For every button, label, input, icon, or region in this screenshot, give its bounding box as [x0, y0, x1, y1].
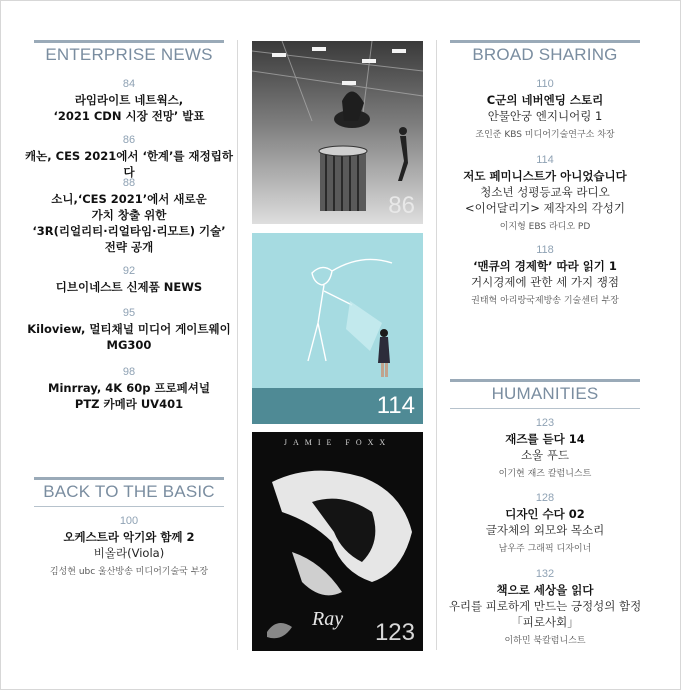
enterprise-news-heading [34, 40, 224, 68]
entry-title: ‘맨큐의 경제학’ 따라 읽기 1 [473, 259, 617, 273]
entry-title: MG300 [106, 338, 152, 352]
page-number: 95 [122, 307, 136, 319]
entry-title: 책으로 세상을 읽다 [496, 583, 594, 597]
heading-text: HUMANITIES [491, 384, 599, 403]
heading-rule [450, 40, 640, 43]
page-number: 118 [536, 244, 554, 256]
toc-entry[interactable] [24, 265, 234, 295]
heading-rule [34, 477, 224, 480]
page-number: 92 [122, 265, 136, 277]
page-number: 88 [122, 177, 136, 189]
heading-rule-bottom [450, 408, 640, 409]
page-number: 132 [535, 568, 555, 580]
entry-title: 저도 페미니스트가 아니었습니다 [463, 169, 627, 183]
toc-entry[interactable] [440, 78, 650, 140]
poster-caption: JAMIE FOXX [283, 438, 392, 447]
entry-title: Minrray, 4K 60p 프로페셔널 [48, 381, 210, 395]
heading-rule-bottom [34, 506, 224, 507]
entry-author: 김성현 ubc 울산방송 미디어기술국 부장 [49, 567, 209, 577]
page-number: 84 [122, 78, 136, 90]
entry-subtitle: 글자체의 외모와 목소리 [485, 523, 605, 537]
page-number: 128 [535, 492, 555, 504]
entry-title: C군의 네버엔딩 스토리 [486, 93, 604, 107]
toc-entry[interactable] [440, 568, 650, 646]
entry-title: 전략 공개 [104, 240, 154, 254]
page-number: 98 [122, 366, 136, 378]
back-to-basic-heading [34, 477, 224, 507]
entry-author: 권태혁 아리랑국제방송 기술센터 부장 [471, 296, 619, 306]
heading-text: ENTERPRISE NEWS [45, 45, 213, 64]
entry-title: ‘3R(리얼리티·리얼타임·리모트) 기술’ [32, 224, 226, 238]
page-number-overlay: 86 [388, 192, 415, 219]
column-divider-right [436, 40, 437, 650]
entry-title: 디자인 수다 02 [505, 507, 585, 521]
page-number: 110 [536, 78, 554, 90]
entry-author: 이지형 EBS 라디오 PD [499, 222, 591, 232]
photo-ray-poster [252, 432, 423, 651]
page-number-overlay: 123 [374, 619, 415, 646]
entry-author: 남우주 그래픽 디자이너 [498, 544, 592, 554]
toc-entry[interactable] [24, 366, 234, 412]
entry-title: 소니,‘CES 2021’에서 새로운 [51, 192, 207, 206]
entry-title: 디브이네스트 신제품 NEWS [55, 280, 203, 294]
page-number-overlay: 114 [376, 392, 415, 419]
toc-entry[interactable] [440, 492, 650, 554]
entry-title: 오케스트라 악기와 함께 2 [63, 530, 195, 544]
toc-entry[interactable] [24, 307, 234, 353]
toc-entry[interactable] [440, 244, 650, 306]
photo-skateboard [252, 41, 423, 224]
entry-title: 재즈를 듣다 14 [505, 432, 585, 446]
entry-title: ‘2021 CDN 시장 전망’ 발표 [53, 109, 205, 123]
entry-author: 조인준 KBS 미디어기술연구소 차장 [475, 130, 615, 140]
entry-author: 이기현 재즈 칼럼니스트 [498, 469, 592, 479]
page-number: 114 [536, 154, 554, 166]
page-number: 86 [122, 134, 136, 146]
entry-title: Kiloview, 멀티채널 미디어 게이트웨이 [27, 322, 231, 336]
entry-title: 캐논, CES 2021에서 ‘한계’를 재정립하다 [25, 149, 233, 179]
page-number: 100 [119, 515, 139, 527]
heading-rule [450, 379, 640, 382]
heading-text: BACK TO THE BASIC [43, 482, 215, 501]
toc-entry[interactable] [34, 78, 224, 124]
toc-entry[interactable] [440, 154, 650, 232]
entry-subtitle: 안물안궁 엔지니어링 1 [487, 109, 603, 123]
entry-subtitle: 우리를 피로하게 만드는 긍정성의 함정 [448, 599, 642, 613]
column-divider-left [237, 40, 238, 650]
photo-feminist-illustration [252, 233, 423, 424]
entry-subtitle: 청소년 성평등교육 라디오 [480, 185, 610, 199]
entry-subtitle: 비올라(Viola) [93, 546, 165, 560]
toc-entry[interactable] [440, 417, 650, 479]
entry-title: PTZ 카메라 UV401 [74, 397, 184, 411]
entry-author: 이하민 북칼럼니스트 [504, 636, 586, 646]
entry-subtitle: 거시경제에 관한 세 가지 쟁점 [471, 275, 619, 289]
toc-entry[interactable] [24, 515, 234, 577]
entry-subtitle: 소울 푸드 [520, 448, 570, 462]
humanities-heading [450, 379, 640, 409]
entry-subtitle: 「피로사회」 [511, 615, 579, 629]
poster-logo: Ray [312, 608, 344, 630]
heading-rule [34, 40, 224, 43]
broad-sharing-heading [450, 40, 640, 68]
entry-subtitle: <이어달리기> 제작자의 각성기 [465, 201, 625, 215]
heading-text: BROAD SHARING [472, 45, 618, 64]
toc-entry[interactable] [24, 134, 234, 180]
entry-title: 라임라이트 네트웍스, [74, 93, 184, 107]
page-number: 123 [535, 417, 555, 429]
toc-entry[interactable] [24, 177, 234, 255]
entry-title: 가치 창출 위한 [91, 208, 167, 222]
